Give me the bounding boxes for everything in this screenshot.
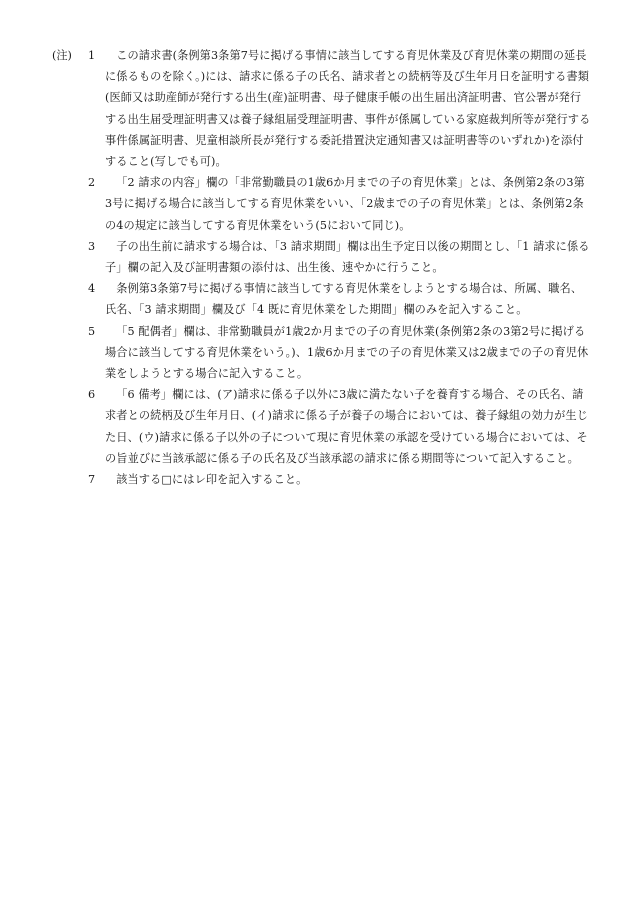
note-item-1 — [52, 45, 592, 172]
note-text: この請求書(条例第3条第7号に掲げる事情に該当してする育児休業及び育児休業の期間の延長に係るものを除く。)には、請求に係る子の氏名、請求者との続柄等及び生年月日を証明する書類(医師又は助産師が発行する出生(産)証明書、母子健康手帳の出生届出済証明書、官公署が発行する出生届受理証明書又は養子縁組届受理証明書、事件が係属している家庭裁判所等が発行する事件係属証明書、児童相談所長が発行する委託措置決定通知書又は証明書等のいずれか)を添付すること(写しでも可)。 — [105, 49, 591, 169]
note-item-6 — [52, 384, 592, 469]
note-item-3 — [52, 236, 592, 278]
notes-section — [52, 45, 592, 490]
note-text: 条例第3条第7号に掲げる事情に該当してする育児休業をしようとする場合は、所属、職名、氏名、「3 請求期間」欄及び「4 既に育児休業をした期間」欄のみを記入すること。 — [105, 282, 583, 317]
note-text: 「2 請求の内容」欄の「非常勤職員の1歳6か月までの子の育児休業」とは、条例第2条の3第3号に掲げる場合に該当してする育児休業をいい、「2歳までの子の育児休業」とは、条例第2条の4の規定に該当してする育児休業をいう(5において同じ)。 — [105, 176, 585, 232]
note-number: 4 — [88, 282, 96, 296]
note-item-2 — [52, 172, 592, 236]
note-number: 6 — [88, 388, 96, 402]
note-number: 1 — [88, 49, 96, 62]
note-item-5 — [52, 321, 592, 385]
note-number: 3 — [88, 239, 96, 253]
notes-prefix: (注) — [52, 49, 72, 62]
note-number: 7 — [88, 473, 96, 487]
note-text: 「5 配偶者」欄は、非常勤職員が1歳2か月までの子の育児休業(条例第2条の3第2号に掲げる場合に該当してする育児休業をいう。)、1歳6か月までの子の育児休業又は2歳までの子の育児休業をしようとする場合に記入すること。 — [105, 324, 589, 381]
note-item-4 — [52, 278, 592, 320]
note-item-7 — [52, 469, 592, 490]
note-number: 2 — [88, 176, 96, 190]
note-number: 5 — [88, 324, 96, 338]
note-text: 該当する□にはレ印を記入すること。 — [116, 473, 308, 487]
note-text: 子の出生前に請求する場合は、「3 請求期間」欄は出生予定日以後の期間とし、「1 請求に係る子」欄の記入及び証明書類の添付は、出生後、速やかに行うこと。 — [105, 239, 590, 275]
note-text: 「6 備考」欄には、(ア)請求に係る子以外に3歳に満たない子を養育する場合、その氏名、請求者との続柄及び生年月日、(イ)請求に係る子が養子の場合においては、養子縁組の効力が生じた日、(ウ)請求に係る子以外の子について現に育児休業の承認を受けている場合においては、その旨並びに当該承認に係る子の氏名及び当該承認の請求に係る期間等について記入すること。 — [105, 388, 589, 465]
